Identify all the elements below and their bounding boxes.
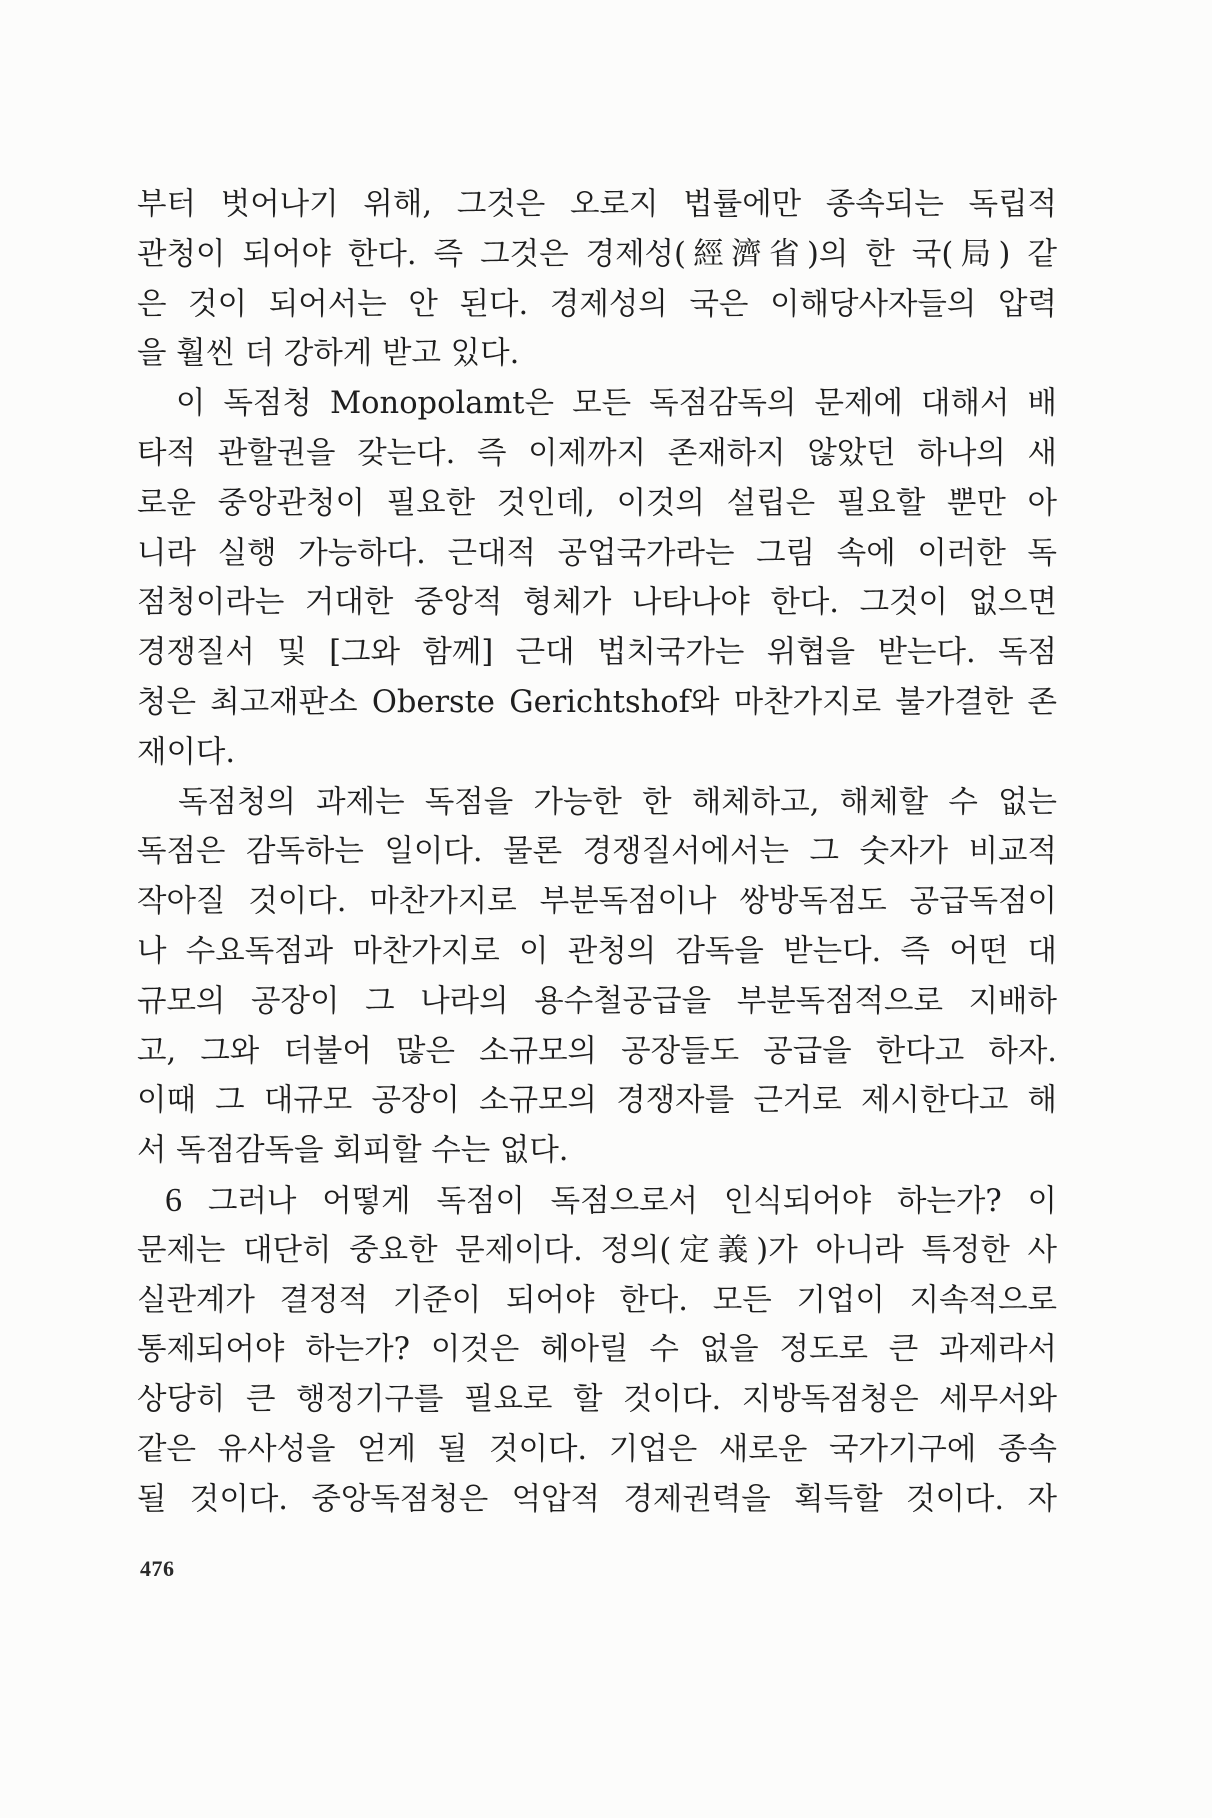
text-line: 타적 관할권을 갖는다. 즉 이제까지 존재하지 않았던 하나의 새 <box>137 435 1057 471</box>
text-line: 이 독점청 Monopolamt은 모든 독점감독의 문제에 대해서 배 <box>137 386 1057 422</box>
text-line: 같은 유사성을 얻게 될 것이다. 기업은 새로운 국가기구에 종속 <box>137 1431 1057 1467</box>
text-line: 상당히 큰 행정기구를 필요로 할 것이다. 지방독점청은 세무서와 <box>137 1382 1057 1418</box>
text-line: 청은 최고재판소 Oberste Gerichtshof와 마찬가지로 불가결한 존 <box>137 684 1057 720</box>
text-line: 경쟁질서 및 [그와 함께] 근대 법치국가는 위협을 받는다. 독점 <box>137 635 1057 671</box>
section-heading-line <box>137 1176 1057 1226</box>
text-line: 을 훨씬 더 강하게 받고 있다. <box>137 336 520 372</box>
text-line: 독점청의 과제는 독점을 가능한 한 해체하고, 해체할 수 없는 <box>137 784 1057 820</box>
text-line: 통제되어야 하는가? 이것은 헤아릴 수 없을 정도로 큰 과제라서 <box>137 1332 1057 1368</box>
text-line: 나 수요독점과 마찬가지로 이 관청의 감독을 받는다. 즉 어떤 대 <box>137 933 1057 969</box>
text-line: 독점은 감독하는 일이다. 물론 경쟁질서에서는 그 숫자가 비교적 <box>137 834 1057 870</box>
text-line: 부터 벗어나기 위해, 그것은 오로지 법률에만 종속되는 독립적 <box>137 187 1057 222</box>
text-line: 실관계가 결정적 기준이 되어야 한다. 모든 기업이 지속적으로 <box>137 1282 1057 1318</box>
text-line: 관청이 되어야 한다. 즉 그것은 경제성(經濟省)의 한 국(局) 같 <box>137 236 1057 272</box>
page-number: 476 <box>140 1556 175 1581</box>
text-line: 작아질 것이다. 마찬가지로 부분독점이나 쌍방독점도 공급독점이 <box>137 884 1057 920</box>
text-line: 재이다. <box>137 734 236 770</box>
text-line: 이때 그 대규모 공장이 소규모의 경쟁자를 근거로 제시한다고 해 <box>137 1083 1057 1119</box>
text-line: 고, 그와 더불어 많은 소규모의 공장들도 공급을 한다고 하자. <box>137 1033 1057 1069</box>
section-number: 6 <box>165 1181 182 1219</box>
text-line: 로운 중앙관청이 필요한 것인데, 이것의 설립은 필요할 뿐만 아 <box>137 485 1057 521</box>
text-line: 될 것이다. 중앙독점청은 억압적 경제권력을 획득할 것이다. 자 <box>137 1481 1057 1517</box>
text-line: 규모의 공장이 그 나라의 용수철공급을 부분독점적으로 지배하 <box>137 983 1057 1019</box>
text-line: 문제는 대단히 중요한 문제이다. 정의(定義)가 아니라 특정한 사 <box>137 1232 1057 1268</box>
text-line: 은 것이 되어서는 안 된다. 경제성의 국은 이해당사자들의 압력 <box>137 286 1057 322</box>
text-line: 점청이라는 거대한 중앙적 형체가 나타나야 한다. 그것이 없으면 <box>137 585 1057 621</box>
text-line: 니라 실행 가능하다. 근대적 공업국가라는 그림 속에 이러한 독 <box>137 535 1057 571</box>
body-text <box>137 180 1057 1525</box>
section-first-line-text: 그러나 어떻게 독점이 독점으로서 인식되어야 하는가? 이 <box>208 1183 1057 1219</box>
text-line: 서 독점감독을 회피할 수는 없다. <box>137 1133 569 1169</box>
